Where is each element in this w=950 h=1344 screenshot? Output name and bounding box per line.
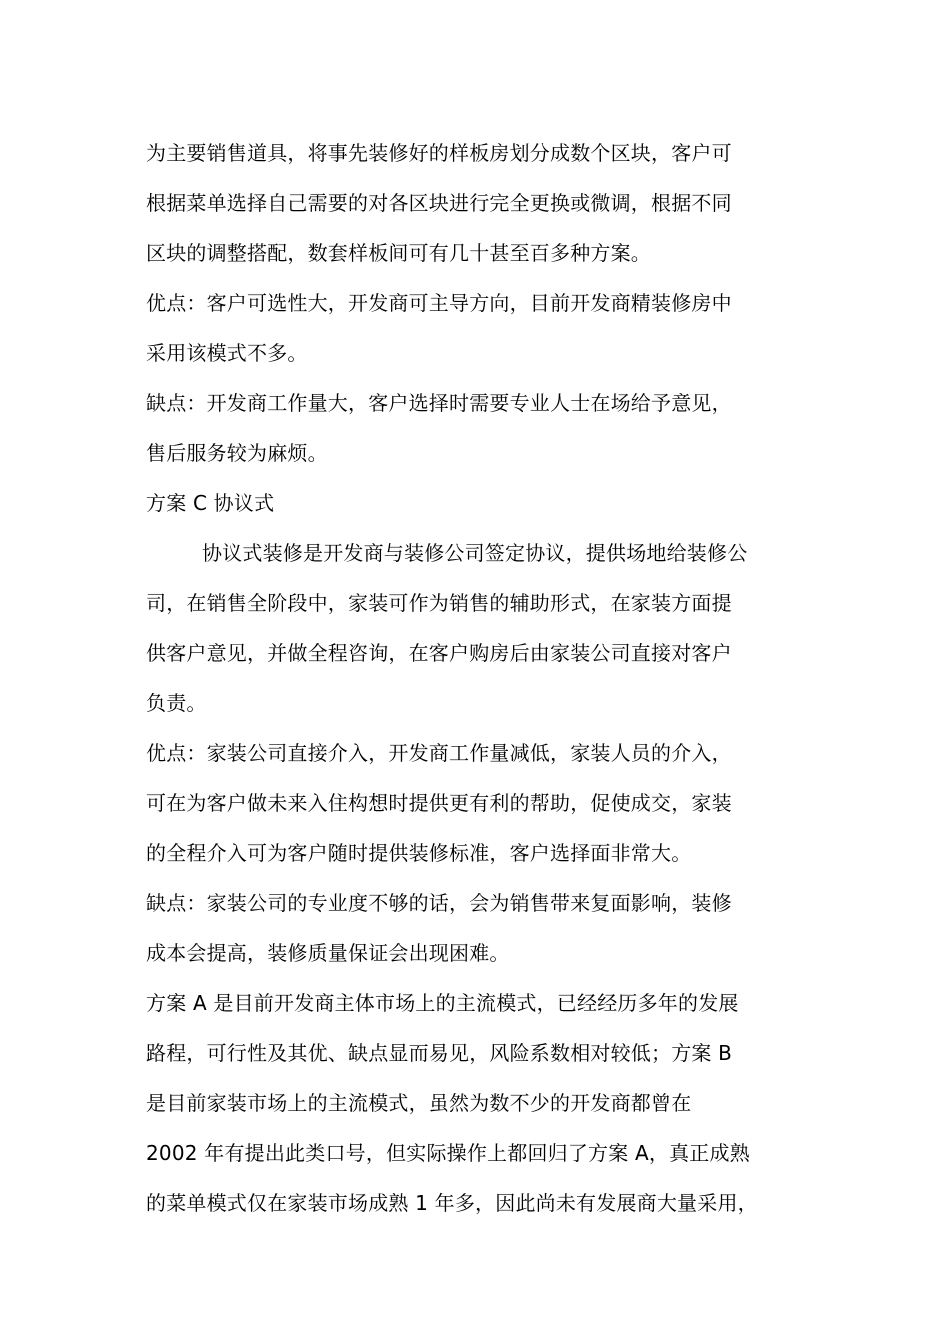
- text-line: 售后服务较为麻烦。: [146, 441, 328, 465]
- text-line: 优点：客户可选性大，开发商可主导方向，目前开发商精装修房中: [146, 291, 732, 315]
- text-line: 区块的调整搭配，数套样板间可有几十甚至百多种方案。: [146, 241, 651, 265]
- section-heading: 方案 C 协议式: [146, 491, 275, 515]
- text-line: 方案 A 是目前开发商主体市场上的主流模式，已经经历多年的发展: [146, 991, 739, 1015]
- text-line: 协议式装修是开发商与装修公司签定协议，提供场地给装修公: [202, 541, 748, 565]
- text-line: 为主要销售道具，将事先装修好的样板房划分成数个区块，客户可: [146, 141, 732, 165]
- text-line: 负责。: [146, 691, 207, 715]
- text-line: 供客户意见，并做全程咨询，在客户购房后由家装公司直接对客户: [146, 641, 732, 665]
- text-line: 是目前家装市场上的主流模式，虽然为数不少的开发商都曾在: [146, 1091, 692, 1115]
- text-line: 采用该模式不多。: [146, 341, 308, 365]
- text-line: 2002 年有提出此类口号，但实际操作上都回归了方案 A，真正成熟: [146, 1141, 750, 1165]
- text-line: 缺点：开发商工作量大，客户选择时需要专业人士在场给予意见，: [146, 391, 732, 415]
- text-line: 司，在销售全阶段中，家装可作为销售的辅助形式，在家装方面提: [146, 591, 732, 615]
- text-line: 的全程介入可为客户随时提供装修标准，客户选择面非常大。: [146, 841, 692, 865]
- text-line: 优点：家装公司直接介入，开发商工作量减低，家装人员的介入，: [146, 741, 732, 765]
- text-line: 可在为客户做未来入住构想时提供更有利的帮助，促使成交，家装: [146, 791, 732, 815]
- text-line: 根据菜单选择自己需要的对各区块进行完全更换或微调，根据不同: [146, 191, 732, 215]
- body-text: [146, 128, 810, 1228]
- text-line: 的菜单模式仅在家装市场成熟 1 年多，因此尚未有发展商大量采用，: [146, 1191, 758, 1215]
- text-line: 缺点：家装公司的专业度不够的话，会为销售带来复面影响，装修: [146, 891, 732, 915]
- text-line: 路程，可行性及其优、缺点显而易见，风险系数相对较低；方案 B: [146, 1041, 733, 1065]
- text-line: 成本会提高，装修质量保证会出现困难。: [146, 941, 510, 965]
